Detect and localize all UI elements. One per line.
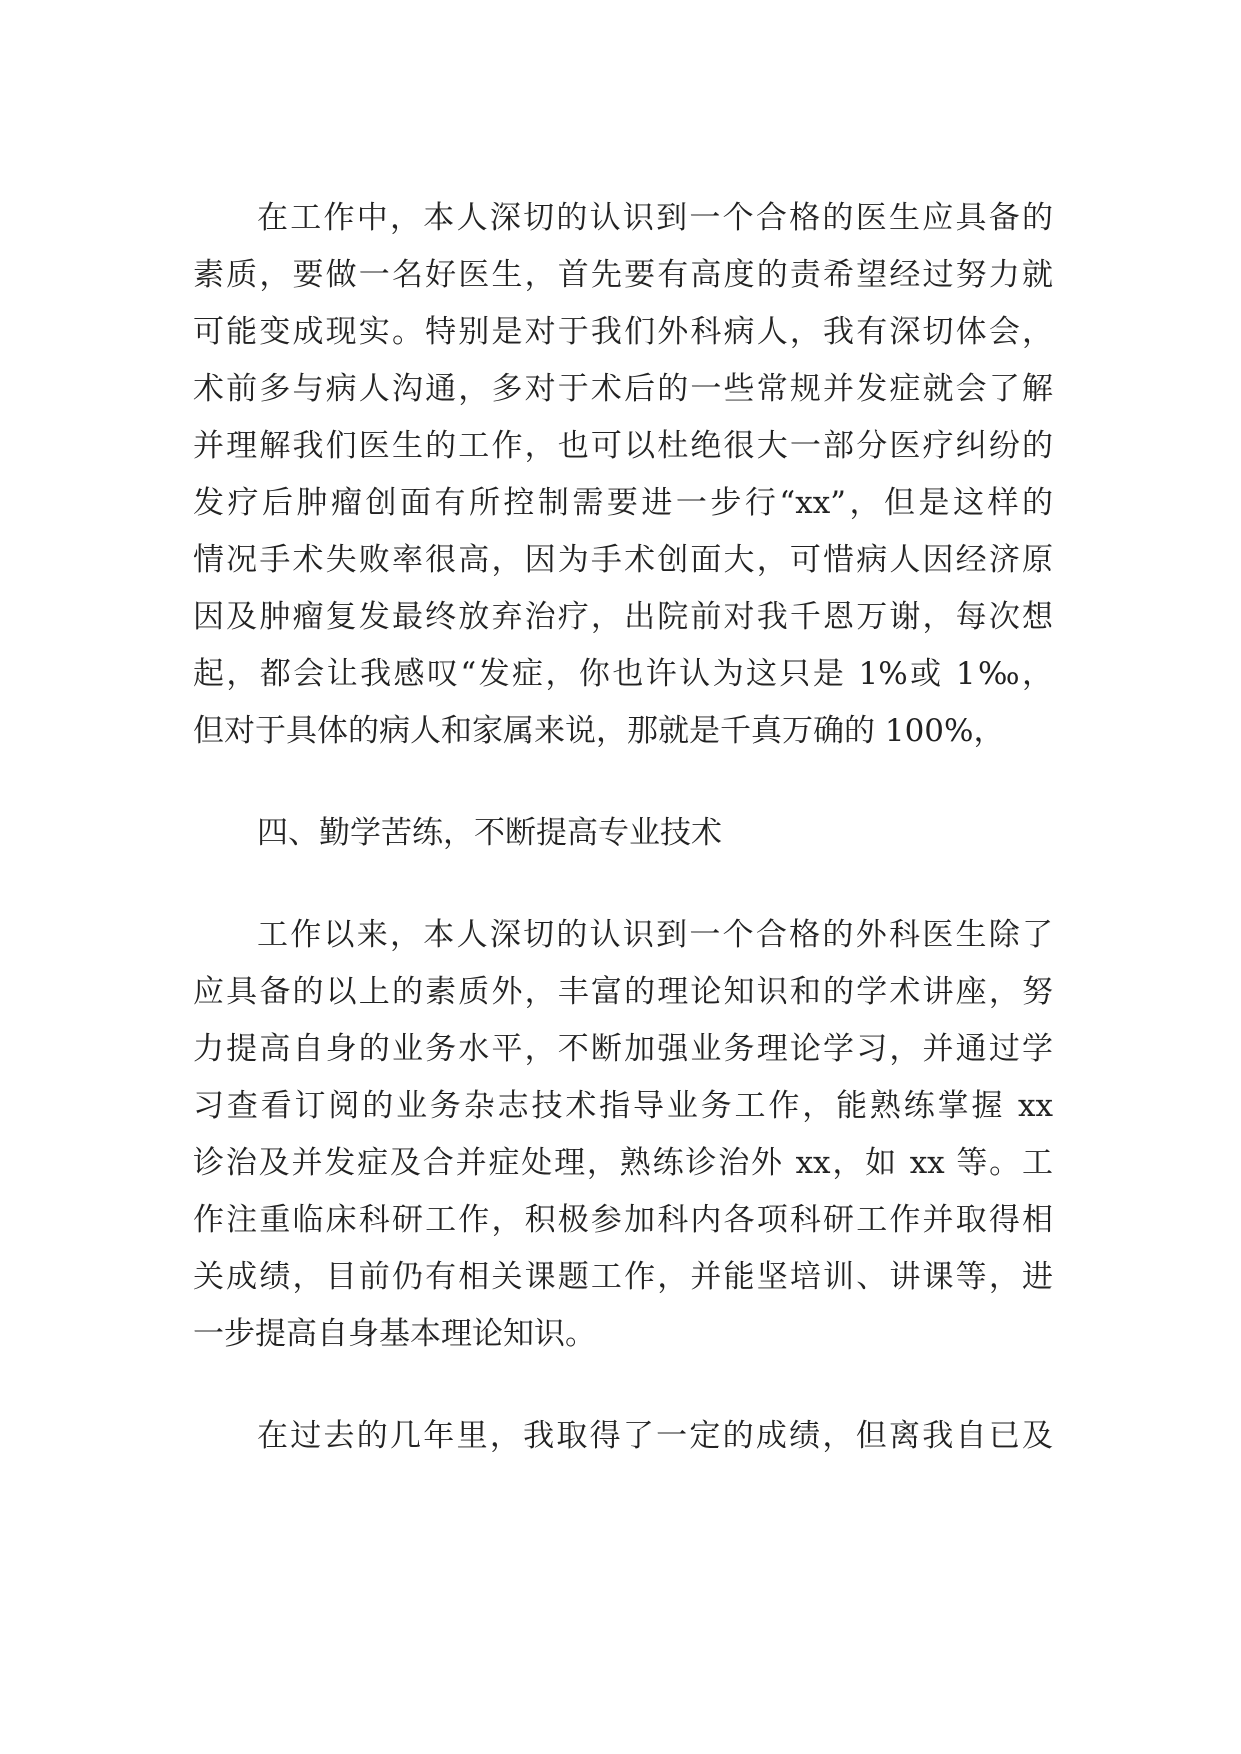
text-line: 应具备的以上的素质外，丰富的理论知识和的学术讲座，努: [193, 974, 1053, 1010]
text-line: 起，都会让我感叹“发症，你也许认为这只是 1%或 1‰，: [193, 656, 1053, 692]
heading-text: 四、勤学苦练，不断提高专业技术: [257, 815, 722, 851]
text-line: 工作以来，本人深切的认识到一个合格的外科医生除了: [257, 917, 1053, 953]
text-line: 但对于具体的病人和家属来说，那就是千真万确的 100%，: [193, 713, 1005, 749]
text-line: 作注重临床科研工作，积极参加科内各项科研工作并取得相: [193, 1202, 1053, 1238]
text-line: 可能变成现实。特别是对于我们外科病人，我有深切体会，: [193, 314, 1053, 350]
text-line: 并理解我们医生的工作，也可以杜绝很大一部分医疗纠纷的: [193, 428, 1053, 464]
text-line: 在工作中，本人深切的认识到一个合格的医生应具备的: [257, 200, 1053, 236]
text-line: 在过去的几年里，我取得了一定的成绩，但离我自已及: [257, 1418, 1053, 1454]
text-line: 术前多与病人沟通，多对于术后的一些常规并发症就会了解: [193, 371, 1053, 407]
text-line: 诊治及并发症及合并症处理，熟练诊治外 xx，如 xx 等。工: [193, 1145, 1053, 1181]
text-line: 情况手术失败率很高，因为手术创面大，可惜病人因经济原: [193, 542, 1053, 578]
text-line: 发疗后肿瘤创面有所控制需要进一步行“xx”，但是这样的: [193, 485, 1053, 521]
text-line: 力提高自身的业务水平，不断加强业务理论学习，并通过学: [193, 1031, 1053, 1067]
text-line: 关成绩，目前仍有相关课题工作，并能坚培训、讲课等，进: [193, 1259, 1053, 1295]
text-line: 一步提高自身基本理论知识。: [193, 1316, 596, 1352]
text-line: 因及肿瘤复发最终放弃治疗，出院前对我千恩万谢，每次想: [193, 599, 1053, 635]
text-line: 习查看订阅的业务杂志技术指导业务工作，能熟练掌握 xx: [193, 1088, 1053, 1124]
text-line: 素质，要做一名好医生，首先要有高度的责希望经过努力就: [193, 257, 1053, 293]
